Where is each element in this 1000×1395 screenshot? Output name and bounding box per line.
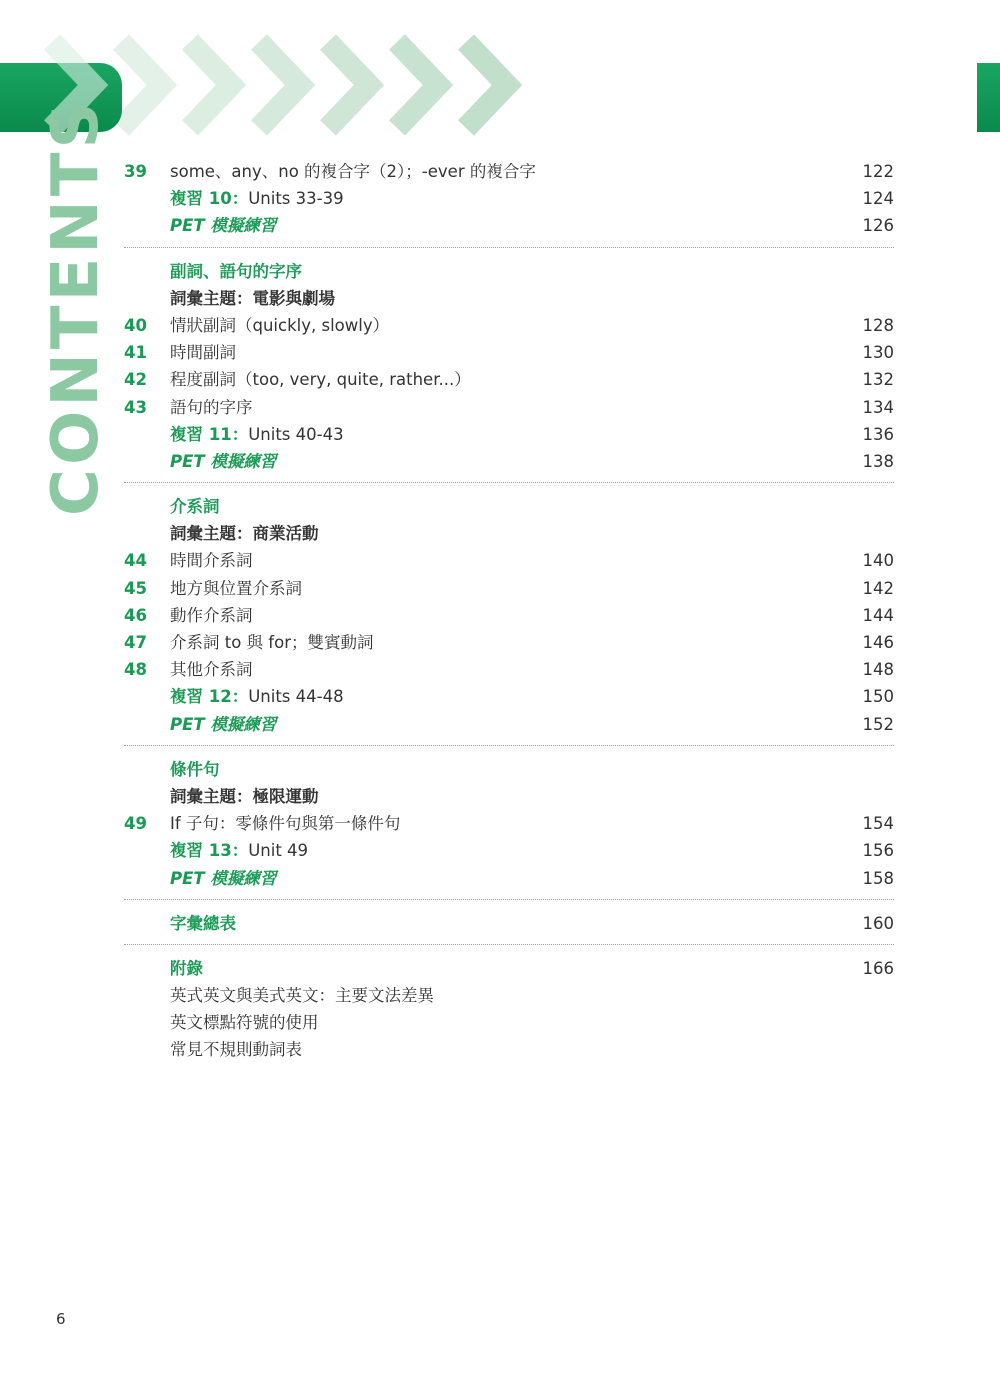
unit-row[interactable] <box>124 366 894 393</box>
page-ref: 138 <box>862 451 894 471</box>
page-ref: 148 <box>862 660 894 680</box>
unit-number: 45 <box>124 578 147 598</box>
entry-title: 情狀副詞（quickly, slowly） <box>170 315 390 335</box>
page-ref: 140 <box>862 551 894 571</box>
unit-row[interactable] <box>124 810 894 837</box>
entry-title: 語句的字序 <box>170 397 253 417</box>
section-heading: 介系詞 <box>170 497 220 517</box>
page-ref: 122 <box>862 162 894 181</box>
vocab-theme-row <box>124 285 894 312</box>
review-label: 複習 13： <box>170 841 249 861</box>
entry-title: 介系詞 to 與 for；雙賓動詞 <box>170 633 374 652</box>
page-ref: 126 <box>862 216 894 236</box>
unit-number: 48 <box>124 660 147 680</box>
unit-number: 44 <box>124 551 147 571</box>
unit-number: 42 <box>124 370 147 390</box>
review-title <box>170 683 344 710</box>
entry-title: 英文標點符號的使用 <box>170 1013 319 1033</box>
page-ref: 124 <box>862 189 894 209</box>
unit-number: 43 <box>124 397 147 417</box>
review-row[interactable] <box>124 185 894 212</box>
vocab-theme: 詞彙主題：商業活動 <box>170 524 319 544</box>
section-heading-row[interactable] <box>124 493 894 520</box>
page-ref: 130 <box>862 343 894 363</box>
unit-row[interactable] <box>124 602 894 629</box>
contents-vertical-title: CONTENTS <box>39 98 113 516</box>
page-ref: 158 <box>862 868 894 888</box>
section-divider <box>124 899 894 900</box>
pet-practice-row[interactable] <box>124 865 894 892</box>
section-divider <box>124 745 894 746</box>
unit-row[interactable] <box>124 312 894 339</box>
entry-title: If 子句：零條件句與第一條件句 <box>170 814 401 834</box>
review-title <box>170 185 344 212</box>
page-ref: 152 <box>862 714 894 734</box>
section-heading-row[interactable] <box>124 756 894 783</box>
appendix-item-row[interactable] <box>124 982 894 1009</box>
review-row[interactable] <box>124 683 894 710</box>
page-ref: 160 <box>862 913 894 933</box>
pet-practice-row[interactable] <box>124 711 894 738</box>
entry-title: some、any、no 的複合字（2）；-ever 的複合字 <box>170 162 536 181</box>
section-heading: 附錄 <box>170 958 203 978</box>
section-heading: 字彙總表 <box>170 913 236 933</box>
unit-number: 40 <box>124 315 147 335</box>
pet-practice-row[interactable] <box>124 448 894 475</box>
section-heading-row[interactable] <box>124 955 894 982</box>
pet-practice-title: PET 模擬練習 <box>170 714 277 734</box>
chevron-5-icon <box>328 42 369 128</box>
review-row[interactable] <box>124 421 894 448</box>
pet-practice-title: PET 模擬練習 <box>170 451 277 471</box>
chevron-3-icon <box>190 42 231 128</box>
section-divider <box>124 482 894 483</box>
chevron-7-icon <box>466 42 507 128</box>
unit-number: 49 <box>124 814 147 834</box>
entry-title: 程度副詞（too, very, quite, rather...） <box>170 370 471 390</box>
unit-row[interactable] <box>124 656 894 683</box>
entry-title: 時間介系詞 <box>170 551 253 571</box>
entry-title: 時間副詞 <box>170 343 236 363</box>
page-ref: 132 <box>862 370 894 390</box>
review-label: 複習 12： <box>170 687 249 707</box>
review-units: Unit 49 <box>248 841 309 861</box>
unit-row[interactable] <box>124 394 894 421</box>
page-ref: 144 <box>862 605 894 625</box>
review-units: Units 44-48 <box>248 687 344 707</box>
appendix-item-row[interactable] <box>124 1009 894 1036</box>
review-units: Units 40-43 <box>248 424 344 444</box>
vocab-theme: 詞彙主題：極限運動 <box>170 786 319 806</box>
unit-row[interactable] <box>124 339 894 366</box>
pet-practice-title: PET 模擬練習 <box>170 216 277 236</box>
vocab-theme-row <box>124 520 894 547</box>
review-label: 複習 10： <box>170 189 249 209</box>
green-tab-right <box>977 63 1000 132</box>
review-title <box>170 421 344 448</box>
entry-title: 常見不規則動詞表 <box>170 1040 302 1060</box>
unit-row[interactable] <box>124 629 894 656</box>
review-label: 複習 11： <box>170 424 249 444</box>
vocab-theme: 詞彙主題：電影與劇場 <box>170 288 335 308</box>
unit-number: 39 <box>124 162 147 181</box>
unit-row[interactable] <box>124 575 894 602</box>
unit-number: 41 <box>124 343 147 363</box>
page-ref: 146 <box>862 633 894 652</box>
unit-row[interactable] <box>124 547 894 574</box>
section-heading: 副詞、語句的字序 <box>170 261 302 281</box>
appendix-item-row[interactable] <box>124 1036 894 1063</box>
page-ref: 150 <box>862 687 894 707</box>
chevron-4-icon <box>259 42 300 128</box>
review-row[interactable] <box>124 837 894 864</box>
unit-row[interactable] <box>124 158 894 185</box>
page-ref: 136 <box>862 424 894 444</box>
entry-title: 地方與位置介系詞 <box>170 578 302 598</box>
entry-title: 動作介系詞 <box>170 605 253 625</box>
page-ref: 156 <box>862 841 894 861</box>
section-heading: 條件句 <box>170 759 220 779</box>
table-of-contents <box>124 158 894 1064</box>
section-divider <box>124 247 894 248</box>
page-number: 6 <box>56 1310 66 1328</box>
page-ref: 128 <box>862 315 894 335</box>
review-units: Units 33-39 <box>248 189 344 209</box>
vocab-theme-row <box>124 783 894 810</box>
page-ref: 142 <box>862 578 894 598</box>
section-heading-row[interactable] <box>124 258 894 285</box>
page-ref: 154 <box>862 814 894 834</box>
page-ref: 166 <box>862 958 894 978</box>
entry-title: 其他介系詞 <box>170 660 253 680</box>
unit-number: 46 <box>124 605 147 625</box>
page-ref: 134 <box>862 397 894 417</box>
review-title <box>170 837 308 864</box>
section-divider <box>124 944 894 945</box>
section-heading-row[interactable] <box>124 910 894 937</box>
pet-practice-row[interactable] <box>124 212 894 239</box>
chevron-6-icon <box>397 42 438 128</box>
entry-title: 英式英文與美式英文：主要文法差異 <box>170 986 434 1006</box>
unit-number: 47 <box>124 633 147 652</box>
pet-practice-title: PET 模擬練習 <box>170 868 277 888</box>
